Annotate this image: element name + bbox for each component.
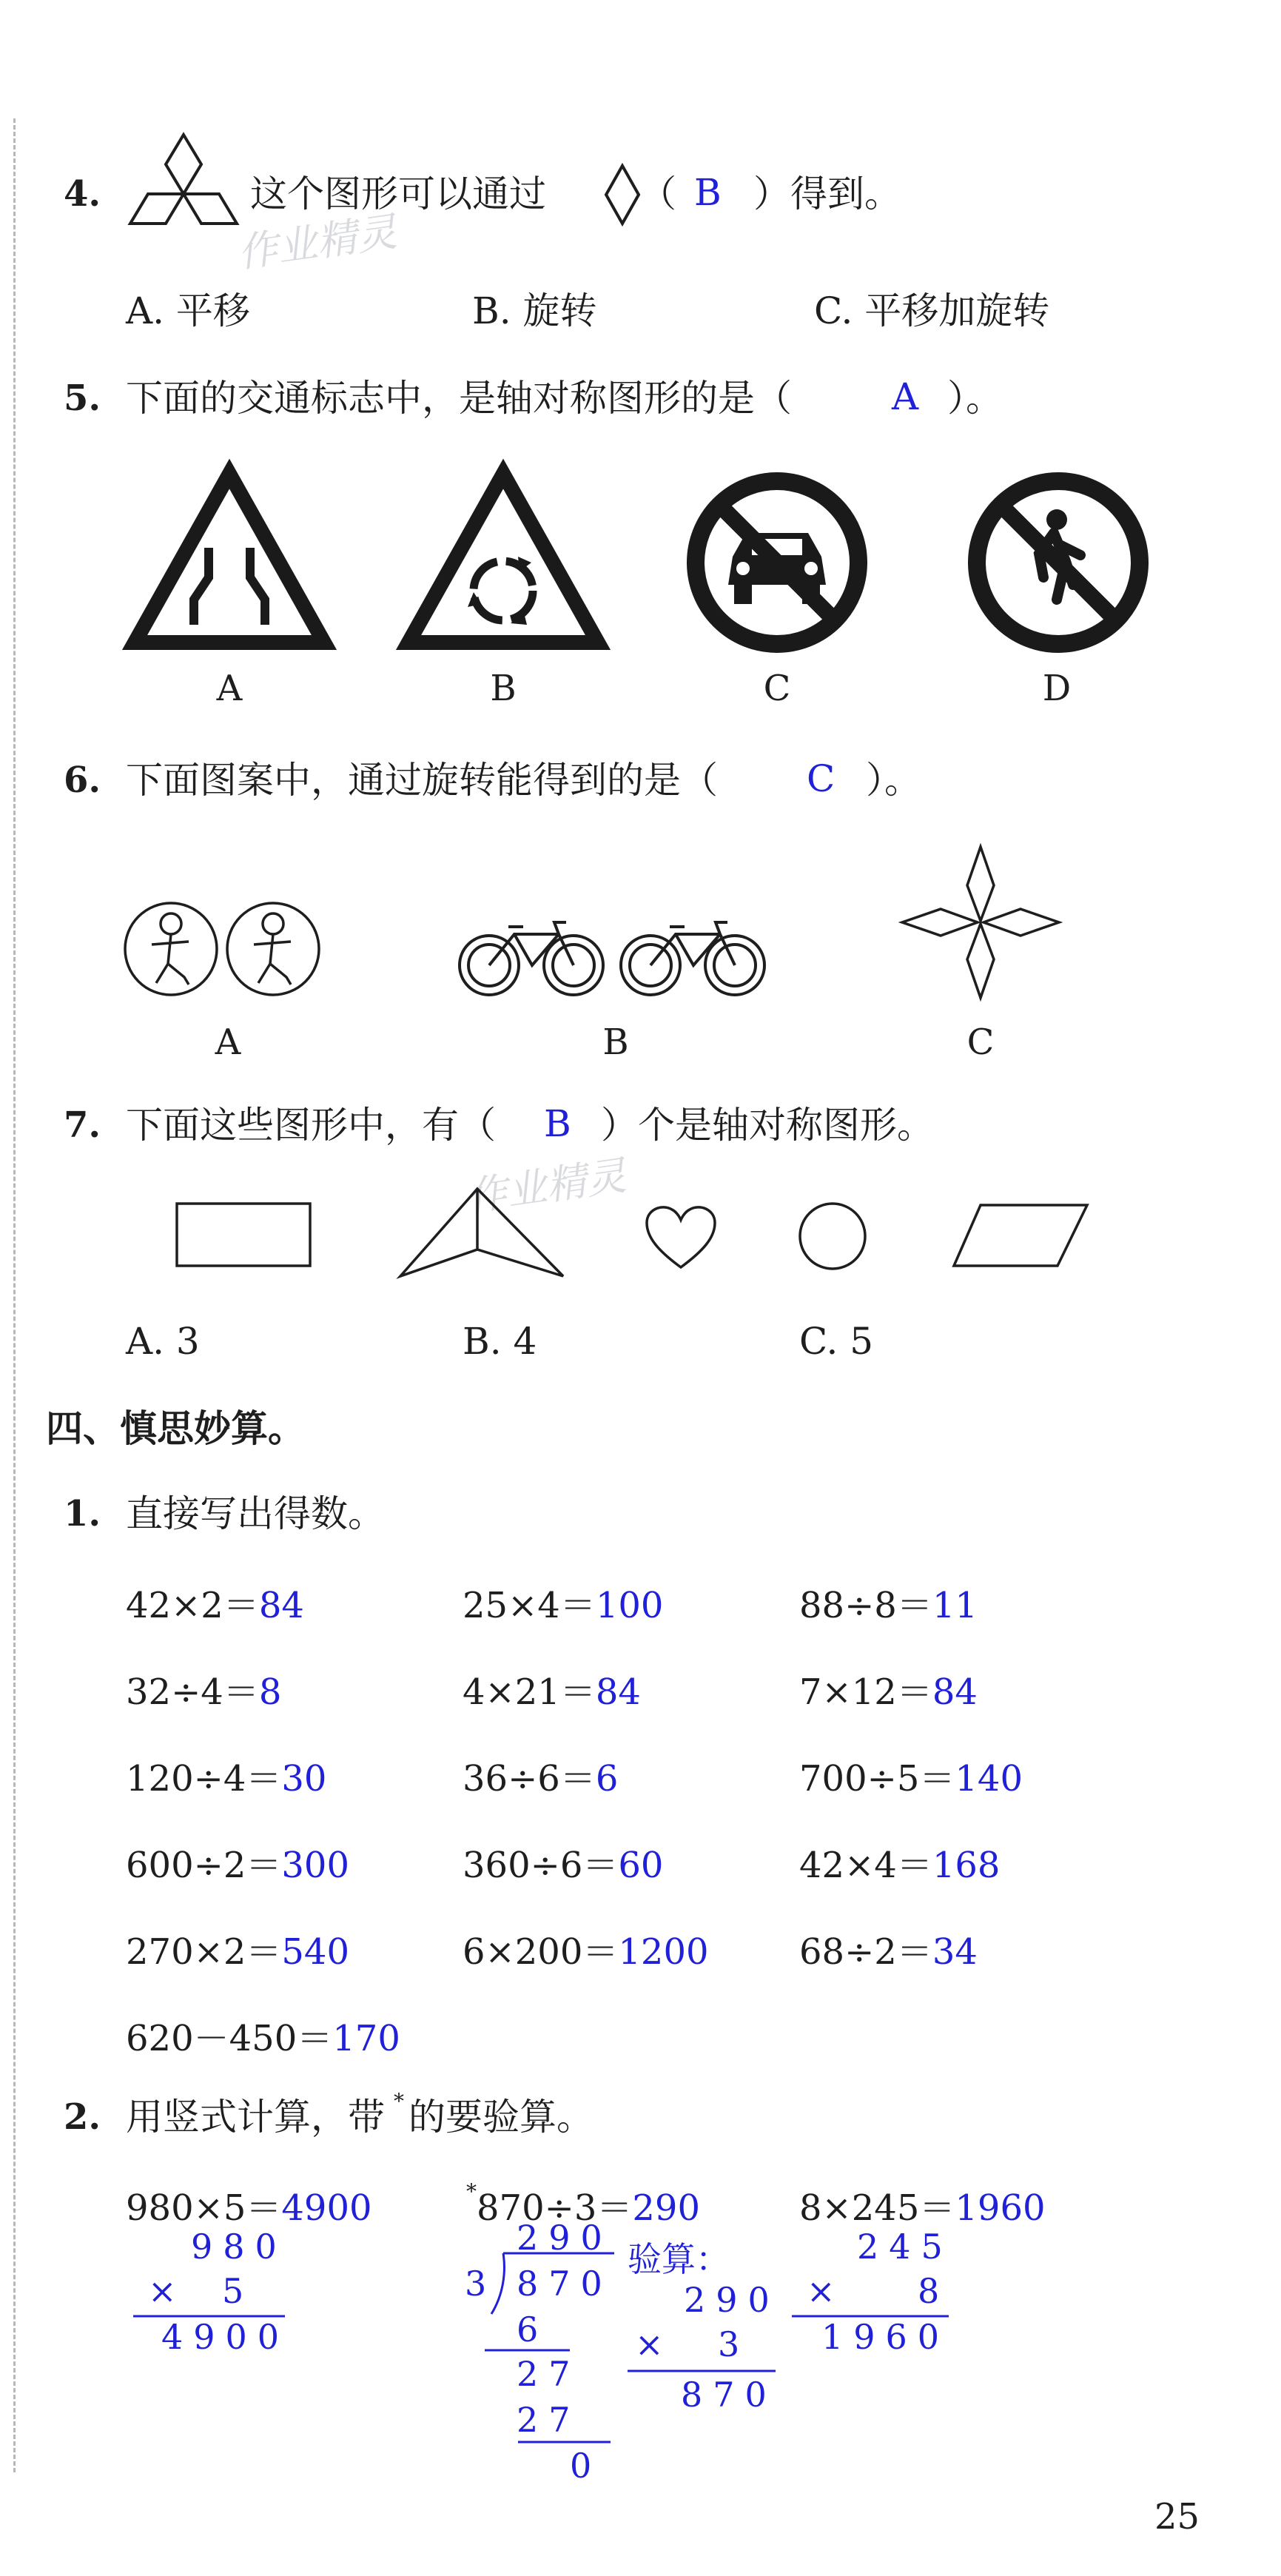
calc-answer: 11 — [932, 1585, 978, 1626]
work2-dividend: 870 — [517, 2264, 613, 2304]
q7-option-a: A. 3 — [126, 1320, 200, 1363]
calc-item — [126, 1663, 281, 1714]
two-bicycles-icon — [455, 916, 773, 1005]
q4-number: 4. — [64, 173, 101, 215]
q7-answer: B — [544, 1102, 571, 1145]
watermark-2: 作业精灵 — [464, 1152, 629, 1221]
q4-option-c: C. 平移加旋转 — [814, 289, 1050, 332]
calc-expression: 7×12＝ — [799, 1671, 932, 1713]
arrowhead-shape-icon — [396, 1184, 566, 1288]
calc-item — [799, 1837, 1000, 1888]
calc-answer: 140 — [955, 1758, 1023, 1799]
calc-expression: 120÷4＝ — [126, 1758, 282, 1799]
q6-label-b: B — [602, 1022, 629, 1063]
eq-expression: 980×5＝ — [126, 2187, 282, 2229]
q4-text: 这个图形可以通过 — [250, 172, 546, 215]
page-number: 25 — [1154, 2496, 1200, 2538]
calc-expression: 360÷6＝ — [463, 1845, 619, 1886]
work2-quotient: 290 — [517, 2218, 613, 2258]
calc-expression: 620－450＝ — [126, 2018, 333, 2059]
q5-label-a: A — [216, 668, 243, 709]
q5-number: 5. — [64, 378, 101, 419]
q7-option-b: B. 4 — [463, 1320, 537, 1363]
mitsubishi-shape-icon — [124, 132, 243, 243]
calc-item — [799, 1923, 978, 1974]
q6-label-a: A — [215, 1022, 241, 1063]
p2-star: * — [394, 2089, 404, 2113]
work1-top: 980 — [191, 2227, 287, 2267]
rectangle-shape-icon — [174, 1199, 315, 1273]
calc-expression: 700÷5＝ — [799, 1758, 955, 1799]
circle-shape-icon — [796, 1199, 870, 1273]
binding-dashed-line — [13, 118, 16, 2472]
work2-step4: 0 — [570, 2446, 602, 2486]
calc-expression: 25×4＝ — [463, 1585, 596, 1626]
check-mult: 3 — [718, 2324, 750, 2364]
calc-item — [463, 1923, 709, 1974]
calc-answer: 84 — [258, 1585, 304, 1626]
p2-text-after: 的要验算。 — [408, 2096, 594, 2139]
work2-divisor: 3 — [465, 2264, 497, 2304]
calc-answer: 540 — [281, 1931, 350, 1973]
calc-answer: 34 — [932, 1931, 978, 1973]
calc-answer: 168 — [932, 1845, 1001, 1886]
check-times: × — [635, 2324, 674, 2364]
calc-expression: 88÷8＝ — [799, 1585, 932, 1626]
calc-expression: 4×21＝ — [463, 1671, 596, 1713]
four-rhombus-star-icon — [899, 844, 1062, 1007]
calc-item — [799, 1663, 978, 1714]
eq-answer: 1960 — [955, 2187, 1046, 2229]
q5-answer: A — [892, 375, 919, 418]
p2-number: 2. — [64, 2096, 101, 2138]
q6-answer: C — [807, 757, 835, 800]
calc-expression: 6×200＝ — [463, 1931, 619, 1973]
check-top: 290 — [684, 2280, 780, 2320]
calc-item — [126, 1837, 349, 1888]
p1-number: 1. — [64, 1493, 101, 1534]
q5-label-c: C — [763, 668, 791, 709]
calc-item — [463, 1577, 663, 1628]
q4-option-b: B. 旋转 — [472, 289, 597, 332]
q7-text-after: ）个是轴对称图形。 — [601, 1104, 934, 1147]
check-label: 验算： — [628, 2239, 730, 2279]
calc-item — [126, 1923, 349, 1974]
check-result: 870 — [681, 2375, 777, 2415]
calc-answer: 8 — [258, 1671, 282, 1713]
calc-item — [126, 1577, 304, 1628]
eq-answer: 290 — [632, 2187, 701, 2229]
calc-item — [463, 1663, 641, 1714]
calc-answer: 100 — [595, 1585, 664, 1626]
eq-8x245 — [799, 2179, 1046, 2230]
q6-number: 6. — [64, 759, 101, 801]
calc-item — [799, 1750, 1023, 1801]
work1-mult: 5 — [222, 2271, 255, 2311]
no-cars-sign-icon — [681, 474, 873, 659]
q5-label-b: B — [490, 668, 517, 709]
calc-answer: 300 — [281, 1845, 350, 1886]
calc-answer: 84 — [932, 1671, 978, 1713]
eq-980x5 — [126, 2179, 372, 2230]
q6-text-after: ）。 — [866, 759, 921, 802]
check-line — [628, 2369, 783, 2373]
work3-top: 245 — [857, 2227, 953, 2267]
rhombus-icon — [603, 163, 642, 227]
calc-item — [126, 2010, 400, 2061]
q4-option-a: A. 平移 — [126, 289, 250, 332]
heart-shape-icon — [644, 1199, 718, 1273]
q5-text: 下面的交通标志中，是轴对称图形的是（ — [126, 377, 792, 420]
q6-text: 下面图案中，通过旋转能得到的是（ — [126, 759, 718, 802]
q6-label-c: C — [966, 1022, 995, 1063]
no-pedestrians-sign-icon — [962, 474, 1154, 659]
q5-label-d: D — [1042, 668, 1072, 709]
q7-option-c: C. 5 — [799, 1320, 874, 1363]
calc-expression: 32÷4＝ — [126, 1671, 259, 1713]
watermark: 作业精灵 — [235, 208, 400, 277]
q5-text-after: ）。 — [947, 377, 1003, 420]
work2-line1 — [485, 2348, 574, 2352]
calc-item — [463, 1837, 663, 1888]
eq-expression: 8×245＝ — [799, 2187, 955, 2229]
p2-text-before: 用竖式计算，带 — [126, 2096, 385, 2139]
q4-text-after: ）得到。 — [753, 172, 901, 215]
calc-answer: 1200 — [618, 1931, 709, 1973]
calc-answer: 60 — [618, 1845, 664, 1886]
work1-result: 4900 — [161, 2317, 290, 2357]
work2-step2: 27 — [517, 2354, 581, 2394]
work2-step1: 6 — [517, 2310, 549, 2349]
section-title: 四、慎思妙算。 — [46, 1406, 305, 1450]
calc-expression: 270×2＝ — [126, 1931, 282, 1973]
work1-times: × — [148, 2271, 187, 2311]
q7-text: 下面这些图形中，有（ — [126, 1104, 496, 1147]
calc-expression: 42×2＝ — [126, 1585, 259, 1626]
eq-star: * — [466, 2179, 477, 2204]
calc-expression: 42×4＝ — [799, 1845, 932, 1886]
q4-answer: B — [694, 171, 722, 214]
eq-expression: 870÷3＝ — [477, 2187, 633, 2229]
work3-times: × — [807, 2271, 846, 2311]
calc-answer: 6 — [595, 1758, 619, 1799]
work2-step3: 27 — [517, 2400, 581, 2440]
q4-paren-open: （ — [639, 172, 676, 215]
calc-answer: 170 — [332, 2018, 400, 2059]
calc-item — [799, 1577, 978, 1628]
work2-line2 — [518, 2440, 614, 2444]
two-people-circles-icon — [122, 896, 329, 1007]
narrow-road-sign-icon — [126, 466, 333, 651]
calc-expression: 600÷2＝ — [126, 1845, 282, 1886]
parallelogram-shape-icon — [951, 1199, 1092, 1273]
calc-expression: 36÷6＝ — [463, 1758, 596, 1799]
p1-text: 直接写出得数。 — [126, 1492, 385, 1535]
roundabout-sign-icon — [400, 466, 607, 651]
calc-item — [126, 1750, 326, 1801]
calc-answer: 84 — [595, 1671, 641, 1713]
q7-number: 7. — [64, 1104, 101, 1146]
eq-answer: 4900 — [281, 2187, 372, 2229]
calc-item — [463, 1750, 618, 1801]
work3-mult: 8 — [918, 2271, 950, 2311]
calc-answer: 30 — [281, 1758, 327, 1799]
calc-expression: 68÷2＝ — [799, 1931, 932, 1973]
work3-result: 1960 — [821, 2317, 950, 2357]
